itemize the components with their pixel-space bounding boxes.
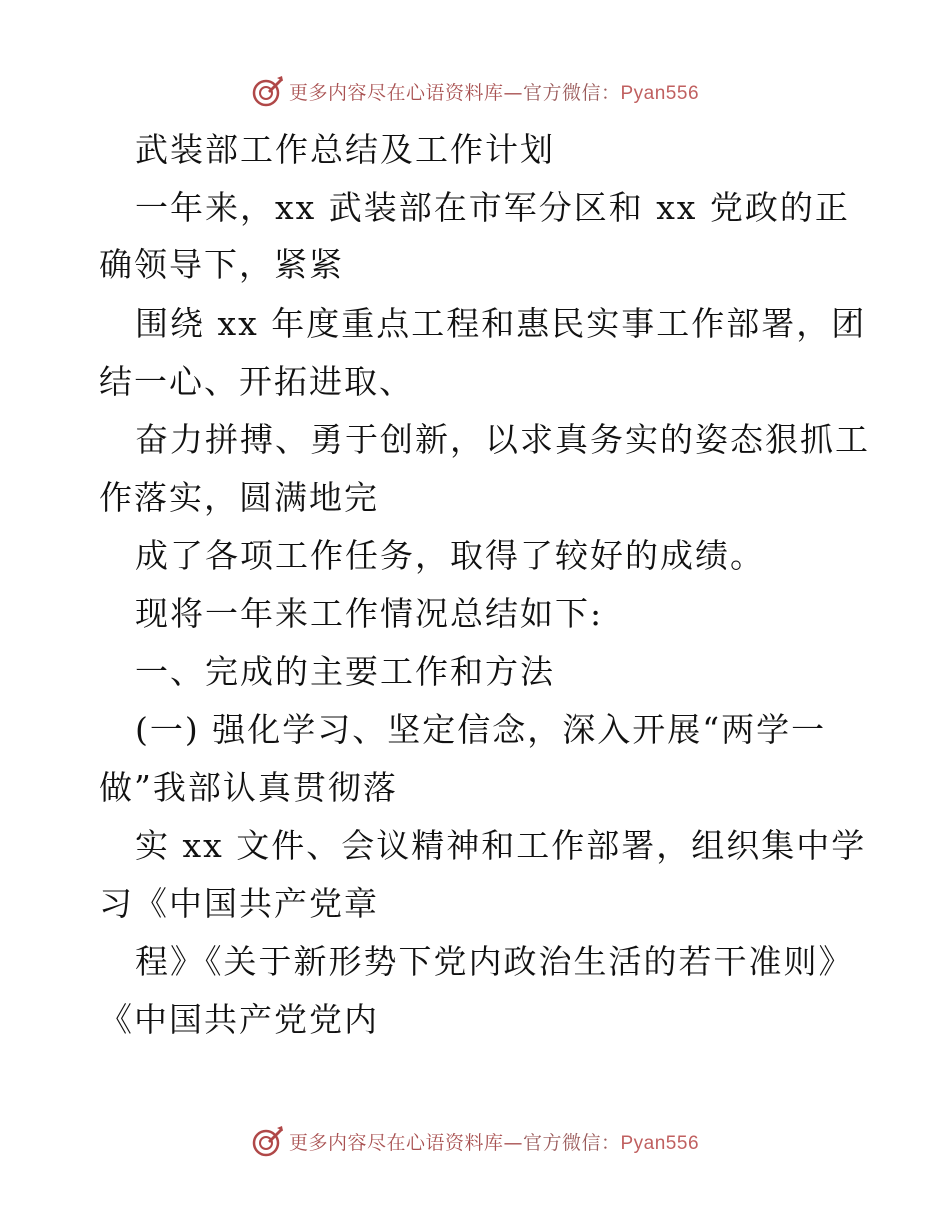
paragraph-line: 作落实，圆满地完 [99, 478, 379, 517]
paragraph-line: 奋力拼搏、勇于创新，以求真务实的姿态狠抓工 [135, 420, 870, 459]
paragraph-line: 一年来，xx 武装部在市军分区和 xx 党政的正 [135, 188, 850, 227]
paragraph-line: 习《中国共产党章 [99, 884, 379, 923]
banner-dash: — [503, 1131, 523, 1154]
pen-nib-logo-icon [251, 1124, 285, 1158]
banner-site-text: 更多内容尽在心语资料库 [288, 1131, 504, 1154]
banner-account: Pyan556 [620, 1132, 700, 1154]
paragraph-line: 确领导下，紧紧 [99, 245, 344, 284]
paragraph-line: 现将一年来工作情况总结如下: [135, 594, 604, 633]
document-title: 武装部工作总结及工作计划 [135, 130, 555, 169]
paragraph-line: 《中国共产党党内 [99, 1000, 379, 1039]
paragraph-line: 围绕 xx 年度重点工程和惠民实事工作部署，团 [135, 304, 867, 343]
paragraph-line: 程》《关于新形势下党内政治生活的若干准则》 [135, 942, 854, 981]
paragraph-line: 成了各项工作任务，取得了较好的成绩。 [135, 536, 765, 575]
banner-site-text: 更多内容尽在心语资料库 [288, 81, 504, 104]
header-watermark-banner [0, 71, 950, 111]
paragraph-line: 做”我部认真贯彻落 [99, 768, 398, 807]
subsection-heading: (一) 强化学习、坚定信念，深入开展“两学一 [135, 710, 827, 749]
banner-account: Pyan556 [620, 82, 700, 104]
footer-watermark-banner [0, 1121, 950, 1161]
banner-wechat-label: 官方微信： [522, 81, 621, 104]
banner-wechat-label: 官方微信： [522, 1131, 621, 1154]
paragraph-line: 实 xx 文件、会议精神和工作部署，组织集中学 [135, 826, 867, 865]
paragraph-line: 结一心、开拓进取、 [99, 362, 414, 401]
banner-dash: — [503, 81, 523, 104]
section-heading: 一、完成的主要工作和方法 [135, 652, 555, 691]
pen-nib-logo-icon [251, 74, 285, 108]
